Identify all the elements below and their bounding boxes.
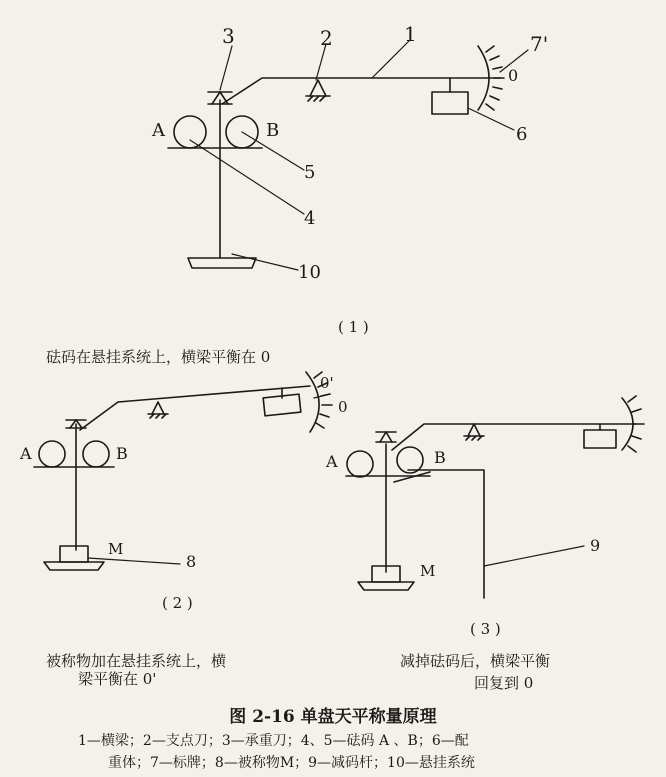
label-b: B xyxy=(116,444,128,463)
label-a: A xyxy=(326,452,338,471)
caption-diagram-2-line-2: 梁平衡在 0' xyxy=(78,670,157,688)
diagram-3 xyxy=(346,396,644,598)
counterweight xyxy=(584,430,616,448)
label-5: 5 xyxy=(304,162,316,183)
suspension-base xyxy=(358,582,414,590)
label-a: A xyxy=(152,120,165,141)
label-b: B xyxy=(266,120,280,141)
label-9: 9 xyxy=(590,536,601,555)
diagram-1 xyxy=(168,40,528,270)
legend-line-1: 1—横梁；2—支点刀；3—承重刀；4、5—砝码 A 、B；6—配 xyxy=(78,733,469,749)
weight-b xyxy=(397,447,423,473)
label-10: 10 xyxy=(298,262,321,283)
label-m: M xyxy=(420,562,436,580)
leader-lines xyxy=(88,394,330,564)
label-6: 6 xyxy=(516,124,528,145)
caption-diagram-3-line-1: 减掉砝码后，横梁平衡 xyxy=(400,652,551,670)
load-knife xyxy=(376,432,396,442)
diagram-2 xyxy=(34,372,332,570)
suspension-base xyxy=(44,562,104,570)
fulcrum-knife xyxy=(464,424,484,440)
fulcrum-knife xyxy=(306,80,330,101)
label-2: 2 xyxy=(320,26,333,50)
label-b: B xyxy=(434,448,446,467)
figure-title: 图 2-16 单盘天平称量原理 xyxy=(229,707,437,727)
fulcrum-knife xyxy=(148,402,168,418)
weight-a xyxy=(347,451,373,477)
sub-label-2: ( 2 ) xyxy=(162,594,193,612)
caption-diagram-2-top: 砝码在悬挂系统上，横梁平衡在 0 xyxy=(46,348,271,366)
counterweight xyxy=(432,92,468,114)
label-m: M xyxy=(108,540,124,558)
beam xyxy=(80,386,310,430)
label-7-prime: 7' xyxy=(530,32,549,56)
label-3: 3 xyxy=(222,24,235,48)
leader-lines xyxy=(190,40,528,270)
label-0-prime: 0' xyxy=(320,374,334,392)
object-m xyxy=(60,546,88,562)
weight-a xyxy=(39,441,65,467)
label-1: 1 xyxy=(404,22,417,46)
sub-label-3: ( 3 ) xyxy=(470,620,501,638)
suspension-base xyxy=(188,258,256,268)
label-8: 8 xyxy=(186,552,197,571)
label-4: 4 xyxy=(304,208,316,229)
weight-b xyxy=(83,441,109,467)
beam xyxy=(222,78,500,104)
label-0: 0 xyxy=(508,66,519,85)
legend-line-2: 重体；7—标牌；8—被称物M；9—减码杆；10—悬挂系统 xyxy=(108,755,475,771)
label-a: A xyxy=(20,444,32,463)
caption-diagram-2-line-1: 被称物加在悬挂系统上，横 xyxy=(46,652,227,670)
label-0: 0 xyxy=(338,398,348,416)
weight-a xyxy=(174,116,206,148)
caption-diagram-3-line-2: 回复到 0 xyxy=(474,674,534,692)
leader-lines xyxy=(484,546,584,566)
sub-label-1: ( 1 ) xyxy=(338,318,369,336)
